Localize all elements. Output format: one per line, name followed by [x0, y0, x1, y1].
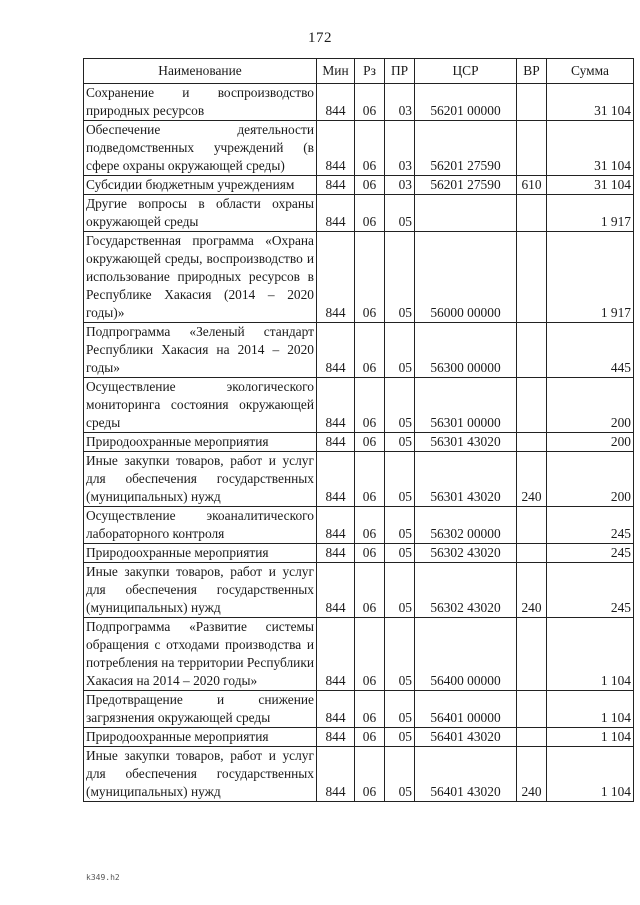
- cell-vr: [517, 728, 547, 747]
- cell-sum: 200: [547, 378, 634, 433]
- cell-csr: 56301 43020: [415, 433, 517, 452]
- cell-pr: 05: [385, 232, 415, 323]
- header-min: Мин: [317, 59, 355, 84]
- cell-csr: 56201 27590: [415, 121, 517, 176]
- cell-rz: 06: [355, 84, 385, 121]
- table-header-row: [84, 59, 634, 84]
- table-row: [84, 544, 634, 563]
- cell-csr: 56201 27590: [415, 176, 517, 195]
- cell-name: Предотвращение и снижение загрязнения окружающей среды: [84, 691, 317, 728]
- cell-vr: [517, 618, 547, 691]
- footer-code: k349.h2: [86, 873, 120, 882]
- cell-vr: [517, 544, 547, 563]
- table-row: [84, 378, 634, 433]
- cell-vr: [517, 433, 547, 452]
- page-number: 172: [308, 30, 332, 46]
- cell-min: 844: [317, 323, 355, 378]
- table-row: [84, 728, 634, 747]
- cell-rz: 06: [355, 121, 385, 176]
- cell-name: Субсидии бюджетным учреждениям: [84, 176, 317, 195]
- cell-pr: 05: [385, 452, 415, 507]
- table-row: [84, 195, 634, 232]
- cell-min: 844: [317, 84, 355, 121]
- cell-rz: 06: [355, 232, 385, 323]
- cell-rz: 06: [355, 452, 385, 507]
- table-row: [84, 433, 634, 452]
- cell-vr: [517, 691, 547, 728]
- cell-min: 844: [317, 232, 355, 323]
- cell-min: 844: [317, 121, 355, 176]
- cell-pr: 05: [385, 323, 415, 378]
- cell-vr: 240: [517, 747, 547, 802]
- cell-vr: [517, 195, 547, 232]
- cell-csr: 56201 00000: [415, 84, 517, 121]
- cell-name: Другие вопросы в области охраны окружающей среды: [84, 195, 317, 232]
- cell-name: Иные закупки товаров, работ и услуг для обеспечения государственных (муниципальных) нужд: [84, 563, 317, 618]
- cell-csr: [415, 195, 517, 232]
- cell-pr: 05: [385, 195, 415, 232]
- cell-pr: 05: [385, 747, 415, 802]
- header-vr: ВР: [517, 59, 547, 84]
- table-row: [84, 747, 634, 802]
- cell-sum: 200: [547, 452, 634, 507]
- cell-csr: 56302 43020: [415, 544, 517, 563]
- cell-sum: 1 917: [547, 195, 634, 232]
- cell-vr: [517, 121, 547, 176]
- cell-name: Обеспечение деятельности подведомственных учреждений (в сфере охраны окружающей среды): [84, 121, 317, 176]
- cell-min: 844: [317, 195, 355, 232]
- cell-rz: 06: [355, 323, 385, 378]
- cell-sum: 445: [547, 323, 634, 378]
- cell-sum: 245: [547, 544, 634, 563]
- table-body: [84, 84, 634, 802]
- cell-vr: [517, 84, 547, 121]
- cell-csr: 56000 00000: [415, 232, 517, 323]
- cell-rz: 06: [355, 747, 385, 802]
- cell-rz: 06: [355, 728, 385, 747]
- cell-sum: 31 104: [547, 121, 634, 176]
- cell-vr: 240: [517, 452, 547, 507]
- cell-csr: 56301 00000: [415, 378, 517, 433]
- cell-rz: 06: [355, 544, 385, 563]
- cell-min: 844: [317, 618, 355, 691]
- table-row: [84, 232, 634, 323]
- cell-csr: 56301 43020: [415, 452, 517, 507]
- table-row: [84, 176, 634, 195]
- cell-vr: [517, 323, 547, 378]
- cell-name: Иные закупки товаров, работ и услуг для обеспечения государственных (муниципальных) нужд: [84, 452, 317, 507]
- table-row: [84, 507, 634, 544]
- cell-pr: 05: [385, 544, 415, 563]
- cell-sum: 245: [547, 507, 634, 544]
- cell-name: Осуществление экологического мониторинга состояния окружающей среды: [84, 378, 317, 433]
- cell-sum: 1 104: [547, 747, 634, 802]
- cell-vr: 240: [517, 563, 547, 618]
- cell-name: Природоохранные мероприятия: [84, 433, 317, 452]
- cell-rz: 06: [355, 507, 385, 544]
- cell-name: Сохранение и воспроизводство природных ресурсов: [84, 84, 317, 121]
- cell-pr: 05: [385, 433, 415, 452]
- budget-table: [83, 58, 634, 802]
- cell-csr: 56302 43020: [415, 563, 517, 618]
- cell-pr: 05: [385, 378, 415, 433]
- cell-vr: 610: [517, 176, 547, 195]
- cell-vr: [517, 507, 547, 544]
- cell-name: Природоохранные мероприятия: [84, 728, 317, 747]
- table-row: [84, 563, 634, 618]
- cell-rz: 06: [355, 378, 385, 433]
- cell-min: 844: [317, 747, 355, 802]
- cell-sum: 200: [547, 433, 634, 452]
- cell-name: Государственная программа «Охрана окружающей среды, воспроизводство и использование природных ресурсов в Республике Хакасия (2014 – 2020 годы)»: [84, 232, 317, 323]
- table-row: [84, 121, 634, 176]
- cell-csr: 56401 43020: [415, 747, 517, 802]
- cell-name: Иные закупки товаров, работ и услуг для обеспечения государственных (муниципальных) нужд: [84, 747, 317, 802]
- header-csr: ЦСР: [415, 59, 517, 84]
- cell-csr: 56401 43020: [415, 728, 517, 747]
- header-name: Наименование: [84, 59, 317, 84]
- table-row: [84, 84, 634, 121]
- cell-min: 844: [317, 507, 355, 544]
- cell-rz: 06: [355, 691, 385, 728]
- cell-csr: 56401 00000: [415, 691, 517, 728]
- cell-name: Природоохранные мероприятия: [84, 544, 317, 563]
- cell-sum: 1 104: [547, 691, 634, 728]
- cell-sum: 1 104: [547, 728, 634, 747]
- cell-min: 844: [317, 563, 355, 618]
- cell-sum: 245: [547, 563, 634, 618]
- cell-min: 844: [317, 452, 355, 507]
- table-row: [84, 452, 634, 507]
- cell-name: Осуществление экоаналитического лабораторного контроля: [84, 507, 317, 544]
- cell-rz: 06: [355, 195, 385, 232]
- cell-vr: [517, 232, 547, 323]
- cell-sum: 1 104: [547, 618, 634, 691]
- cell-pr: 03: [385, 84, 415, 121]
- cell-sum: 31 104: [547, 84, 634, 121]
- cell-min: 844: [317, 433, 355, 452]
- cell-min: 844: [317, 728, 355, 747]
- cell-min: 844: [317, 378, 355, 433]
- table-row: [84, 618, 634, 691]
- header-sum: Сумма: [547, 59, 634, 84]
- cell-pr: 05: [385, 691, 415, 728]
- cell-sum: 1 917: [547, 232, 634, 323]
- cell-name: Подпрограмма «Зеленый стандарт Республики Хакасия на 2014 – 2020 годы»: [84, 323, 317, 378]
- cell-pr: 05: [385, 728, 415, 747]
- header-rz: Рз: [355, 59, 385, 84]
- cell-min: 844: [317, 691, 355, 728]
- cell-rz: 06: [355, 433, 385, 452]
- cell-vr: [517, 378, 547, 433]
- cell-csr: 56300 00000: [415, 323, 517, 378]
- table-row: [84, 323, 634, 378]
- table-row: [84, 691, 634, 728]
- cell-pr: 05: [385, 507, 415, 544]
- cell-rz: 06: [355, 618, 385, 691]
- header-pr: ПР: [385, 59, 415, 84]
- cell-pr: 05: [385, 563, 415, 618]
- cell-rz: 06: [355, 563, 385, 618]
- cell-pr: 03: [385, 121, 415, 176]
- cell-sum: 31 104: [547, 176, 634, 195]
- cell-pr: 05: [385, 618, 415, 691]
- cell-pr: 03: [385, 176, 415, 195]
- cell-csr: 56400 00000: [415, 618, 517, 691]
- cell-csr: 56302 00000: [415, 507, 517, 544]
- cell-name: Подпрограмма «Развитие системы обращения с отходами производства и потребления на территории Республики Хакасия на 2014 – 2020 годы»: [84, 618, 317, 691]
- cell-min: 844: [317, 176, 355, 195]
- cell-rz: 06: [355, 176, 385, 195]
- cell-min: 844: [317, 544, 355, 563]
